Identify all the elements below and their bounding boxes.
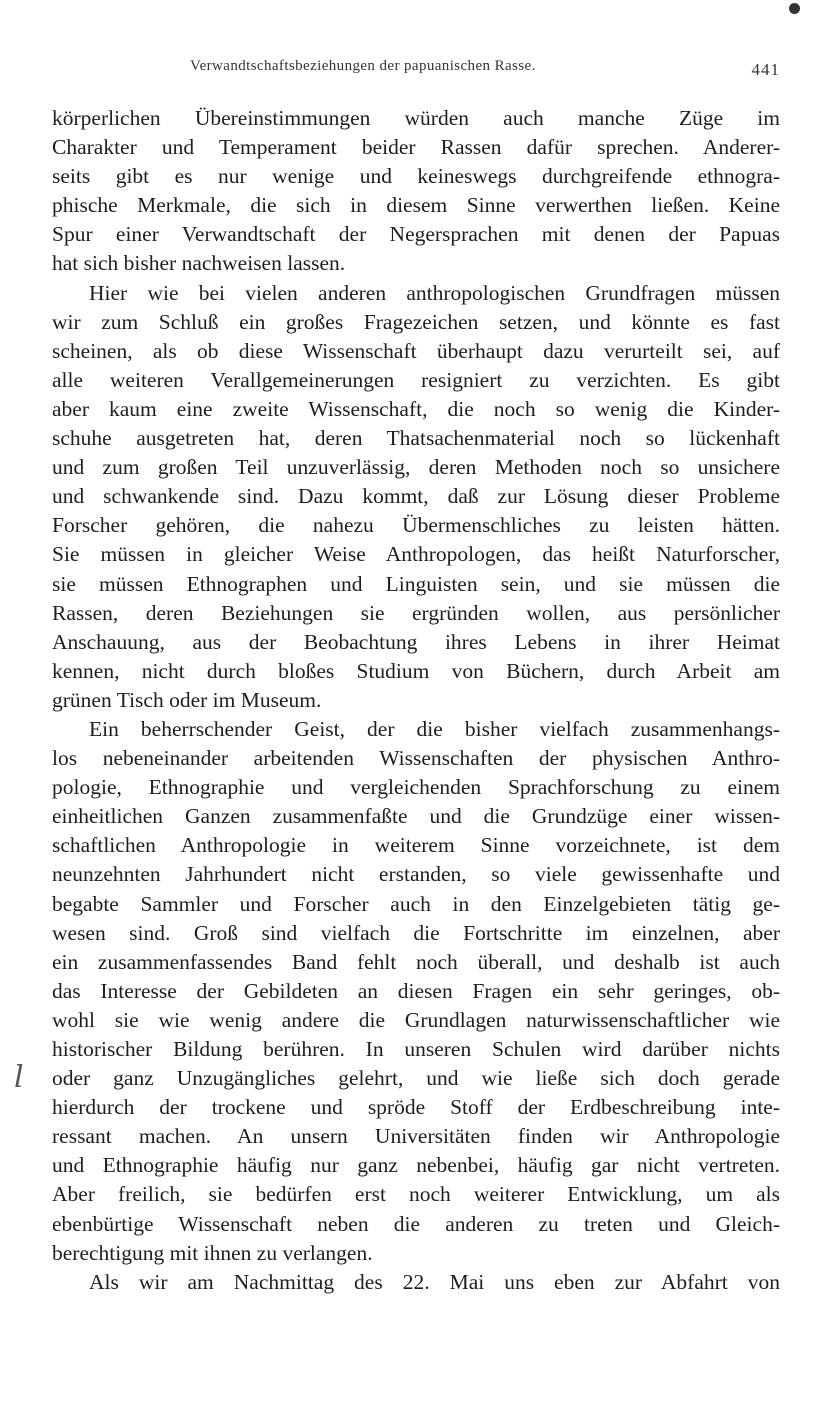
- text-line: ressant machen. An unsern Universitäten finden wir Anthropologie: [52, 1124, 780, 1149]
- text-line: aber kaum eine zweite Wissenschaft, die noch so wenig die Kinder-: [52, 396, 780, 421]
- text-line: grünen Tisch oder im Museum.: [52, 687, 322, 712]
- text-line: seits gibt es nur wenige und keineswegs durchgreifende ethnogra-: [52, 164, 780, 189]
- text-line: Aber freilich, sie bedürfen erst noch weiterer Entwicklung, um als: [52, 1182, 780, 1207]
- text-line: historischer Bildung berühren. In unseren Schulen wird darüber nichts: [52, 1037, 780, 1061]
- text-line: Anschauung, aus der Beobachtung ihres Lebens in ihrer Heimat: [52, 629, 780, 654]
- text-line: neunzehnten Jahrhundert nicht erstanden, so viele gewissenhafte und: [52, 862, 780, 887]
- text-line: schuhe ausgetreten hat, deren Thatsachenmaterial noch so lückenhaft: [52, 426, 780, 451]
- text-line: Sie müssen in gleicher Weise Anthropologen, das heißt Naturforscher,: [52, 542, 780, 567]
- text-line: alle weiteren Verallgemeinerungen resigniert zu verzichten. Es gibt: [52, 367, 780, 392]
- text-line: pologie, Ethnographie und vergleichenden Sprachforschung zu einem: [52, 775, 780, 800]
- text-line: Ein beherrschender Geist, der die bisher vielfach zusammenhangs-: [89, 716, 780, 741]
- text-line: sie müssen Ethnographen und Linguisten sein, und sie müssen die: [52, 571, 780, 596]
- paragraph: [52, 1268, 780, 1297]
- text-line: ein zusammenfassendes Band fehlt noch überall, und deshalb ist auch: [52, 949, 780, 974]
- text-line: Charakter und Temperament beider Rassen dafür sprechen. Anderer-: [52, 135, 780, 160]
- text-line: Rassen, deren Beziehungen sie ergründen wollen, aus persönlicher: [52, 600, 780, 625]
- text-line: Forscher gehören, die nahezu Übermenschliches zu leisten hätten.: [52, 513, 780, 538]
- text-line: schaftlichen Anthropologie in weiterem Sinne vorzeichnete, ist dem: [52, 833, 780, 858]
- text-line: wohl sie wie wenig andere die Grundlagen naturwissenschaftlicher wie: [52, 1007, 780, 1032]
- text-line: körperlichen Übereinstimmungen würden auch manche Züge im: [52, 106, 780, 130]
- text-line: Als wir am Nachmittag des 22. Mai uns eben zur Abfahrt von: [89, 1269, 780, 1294]
- text-line: das Interesse der Gebildeten an diesen Fragen ein sehr geringes, ob-: [52, 978, 780, 1003]
- ink-spot: [789, 3, 800, 14]
- text-line: Spur einer Verwandtschaft der Negersprachen mit denen der Papuas: [52, 222, 780, 247]
- text-line: Hier wie bei vielen anderen anthropologischen Grundfragen müssen: [89, 280, 780, 305]
- text-line: einheitlichen Ganzen zusammenfaßte und die Grundzüge einer wissen-: [52, 804, 780, 829]
- running-title: Verwandtschaftsbeziehungen der papuanischen Rasse.: [190, 58, 536, 74]
- text-line: und Ethnographie häufig nur ganz nebenbei, häufig gar nicht vertreten.: [52, 1153, 780, 1178]
- text-line: und zum großen Teil unzuverlässig, deren Methoden noch so unsichere: [52, 455, 780, 480]
- text-line: begabte Sammler und Forscher auch in den Einzelgebieten tätig ge-: [52, 891, 780, 916]
- text-line: wesen sind. Groß sind vielfach die Fortschritte im einzelnen, aber: [52, 920, 780, 945]
- text-line: berechtigung mit ihnen zu verlangen.: [52, 1240, 373, 1265]
- paragraph: [52, 104, 780, 279]
- text-line: oder ganz Unzugängliches gelehrt, und wie ließe sich doch gerade: [52, 1066, 780, 1091]
- text-line: los nebeneinander arbeitenden Wissenschaften der physischen Anthro-: [52, 746, 780, 771]
- page-number: 441: [751, 60, 780, 79]
- paragraph: [52, 279, 780, 715]
- text-line: ebenbürtige Wissenschaft neben die anderen zu treten und Gleich-: [52, 1211, 780, 1236]
- text-line: scheinen, als ob diese Wissenschaft überhaupt dazu verurteilt sei, auf: [52, 338, 780, 363]
- text-line: hierdurch der trockene und spröde Stoff der Erdbeschreibung inte-: [52, 1095, 780, 1120]
- text-line: kennen, nicht durch bloßes Studium von Büchern, durch Arbeit am: [52, 658, 780, 683]
- margin-note: l: [14, 1060, 24, 1095]
- body-text: [52, 104, 780, 1297]
- text-line: wir zum Schluß ein großes Fragezeichen setzen, und könnte es fast: [52, 309, 780, 334]
- paragraph: [52, 715, 780, 1268]
- text-line: phische Merkmale, die sich in diesem Sinne verwerthen ließen. Keine: [52, 193, 780, 218]
- text-line: hat sich bisher nachweisen lassen.: [52, 251, 346, 276]
- text-line: und schwankende sind. Dazu kommt, daß zur Lösung dieser Probleme: [52, 484, 780, 509]
